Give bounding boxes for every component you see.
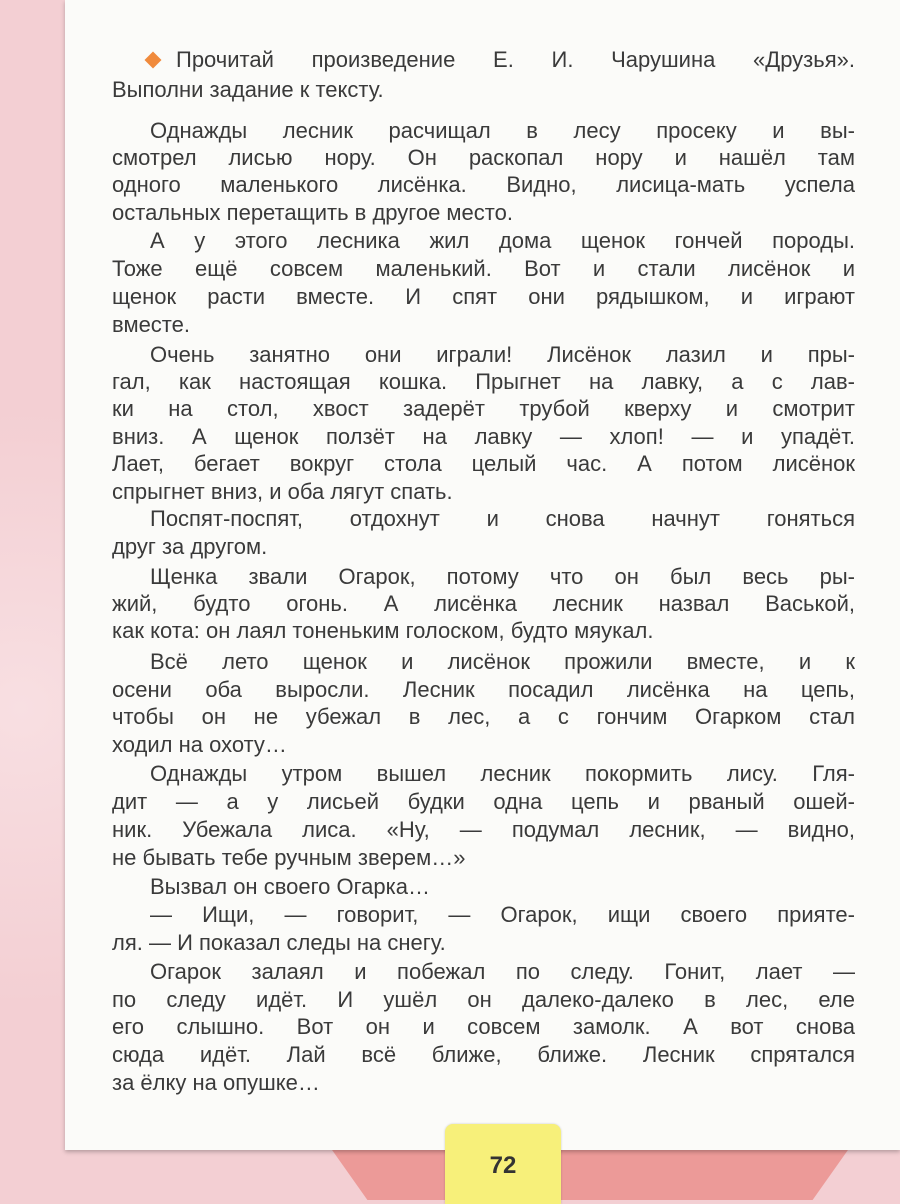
text-line: остальных перетащить в другое место. bbox=[112, 200, 513, 225]
text-line: щенок расти вместе. И спят они рядышком, и играют bbox=[112, 284, 855, 309]
text-line: смотрел лисью нору. Он раскопал нору и нашёл там bbox=[112, 145, 855, 170]
text-line: одного маленького лисёнка. Видно, лисица-мать успела bbox=[112, 172, 855, 197]
text-line: Однажды лесник расчищал в лесу просеку и вы- bbox=[150, 118, 855, 143]
text-line: за ёлку на опушке… bbox=[112, 1070, 320, 1095]
text-line: Тоже ещё совсем маленький. Вот и стали лисёнок и bbox=[112, 256, 855, 281]
text-line: Поспят-поспят, отдохнут и снова начнут гоняться bbox=[150, 506, 855, 531]
text-line: — Ищи, — говорит, — Огарок, ищи своего прияте- bbox=[150, 902, 855, 927]
text-line: друг за другом. bbox=[112, 534, 268, 559]
text-line: по следу идёт. И ушёл он далеко-далеко в лес, еле bbox=[112, 987, 855, 1012]
text-line: ник. Убежала лиса. «Ну, — подумал лесник, — видно, bbox=[112, 817, 855, 842]
text-line: дит — а у лисьей будки одна цепь и рваный ошей- bbox=[112, 789, 855, 814]
page-number-tab bbox=[445, 1124, 561, 1204]
text-line: спрыгнет вниз, и оба лягут спать. bbox=[112, 479, 453, 504]
text-line: вниз. А щенок ползёт на лавку — хлоп! — и упадёт. bbox=[112, 424, 855, 449]
text-line: А у этого лесника жил дома щенок гончей породы. bbox=[150, 228, 855, 253]
text-line: Лает, бегает вокруг стола целый час. А потом лисёнок bbox=[112, 451, 855, 476]
text-line: сюда идёт. Лай всё ближе, ближе. Лесник спрятался bbox=[112, 1042, 855, 1067]
text-line: вместе. bbox=[112, 312, 190, 337]
text-line: его слышно. Вот он и совсем замолк. А вот снова bbox=[112, 1014, 855, 1039]
page-number: 72 bbox=[489, 1152, 517, 1179]
background-ornament bbox=[0, 380, 70, 1200]
text-line: гал, как настоящая кошка. Прыгнет на лавку, а с лав- bbox=[112, 369, 855, 394]
text-line: осени оба выросли. Лесник посадил лисёнка на цепь, bbox=[112, 677, 855, 702]
text-line: Однажды утром вышел лесник покормить лису. Гля- bbox=[150, 761, 855, 786]
text-line: как кота: он лаял тоненьким голоском, будто мяукал. bbox=[112, 618, 654, 643]
text-line: Огарок залаял и побежал по следу. Гонит, лает — bbox=[150, 959, 855, 984]
text-line: ля. — И показал следы на снегу. bbox=[112, 930, 446, 955]
text-line: Вызвал он своего Огарка… bbox=[150, 874, 430, 899]
task-line-2: Выполни задание к тексту. bbox=[112, 77, 384, 102]
text-line: Всё лето щенок и лисёнок прожили вместе, и к bbox=[150, 649, 855, 674]
text-line: не бывать тебе ручным зверем…» bbox=[112, 845, 466, 870]
text-line: ходил на охоту… bbox=[112, 732, 287, 757]
text-line: Очень занятно они играли! Лисёнок лазил и пры- bbox=[150, 342, 855, 367]
text-line: ки на стол, хвост задерёт трубой кверху и смотрит bbox=[112, 396, 855, 421]
text-line: чтобы он не убежал в лес, а с гончим Огарком стал bbox=[112, 704, 855, 729]
text-line: Щенка звали Огарок, потому что он был весь ры- bbox=[150, 564, 855, 589]
task-line-1: Прочитай произведение Е. И. Чарушина «Друзья». bbox=[176, 47, 855, 72]
text-line: жий, будто огонь. А лисёнка лесник назвал Васькой, bbox=[112, 591, 855, 616]
